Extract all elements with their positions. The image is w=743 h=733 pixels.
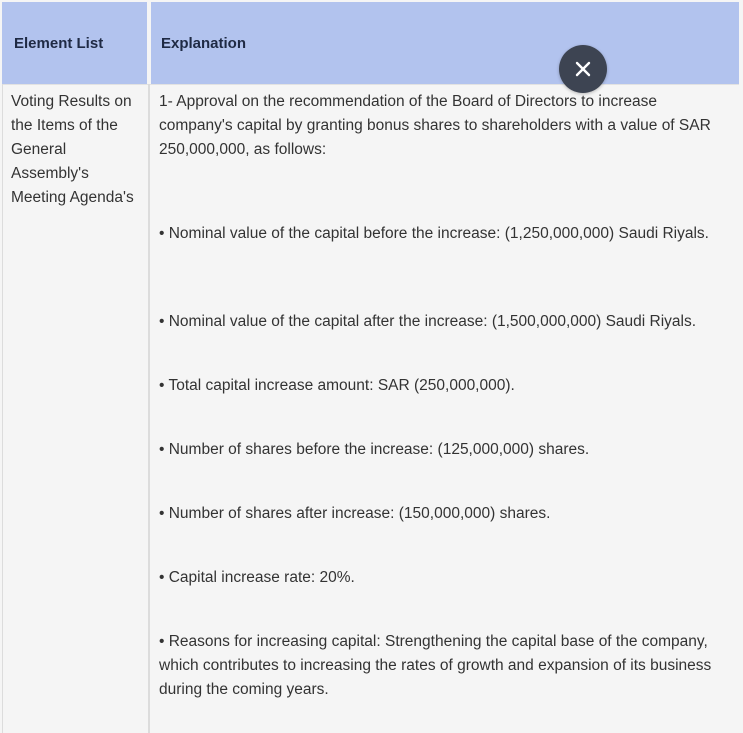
column-header-element-list (2, 2, 147, 84)
column-divider (148, 84, 150, 733)
row-divider (2, 84, 739, 85)
bullet-item: • Nominal value of the capital after the increase: (1,500,000,000) Saudi Riyals. (159, 313, 697, 330)
column-header-label: Element List (14, 35, 104, 52)
bullet-item: • Number of shares before the increase: (125,000,000) shares. (159, 441, 590, 458)
bullet-item: • Total capital increase amount: SAR (250,000,000). (159, 377, 515, 394)
close-icon (574, 60, 592, 78)
bullet-item: • Reasons for increasing capital: Strengthening the capital base of the company, which contributes to increasing the rates of growth and expansion of its business during the coming years. (159, 633, 712, 698)
bullet-item: • Nominal value of the capital before the increase: (1,250,000,000) Saudi Riyals. (159, 225, 709, 242)
bullet-item: • Number of shares after increase: (150,000,000) shares. (159, 505, 551, 522)
bullet-item: • Capital increase rate: 20%. (159, 569, 355, 586)
element-list-cell: Voting Results on the Items of the General Assembly's Meeting Agenda's (11, 93, 134, 206)
close-button[interactable] (559, 45, 607, 93)
intro-paragraph: 1- Approval on the recommendation of the Board of Directors to increase company's capital by granting bonus shares to shareholders with a value of SAR 250,000,000, as follows: (159, 93, 711, 158)
column-header-explanation (151, 2, 739, 84)
table-left-border (2, 84, 3, 733)
table-header-row (2, 0, 739, 84)
column-header-label: Explanation (161, 35, 247, 52)
